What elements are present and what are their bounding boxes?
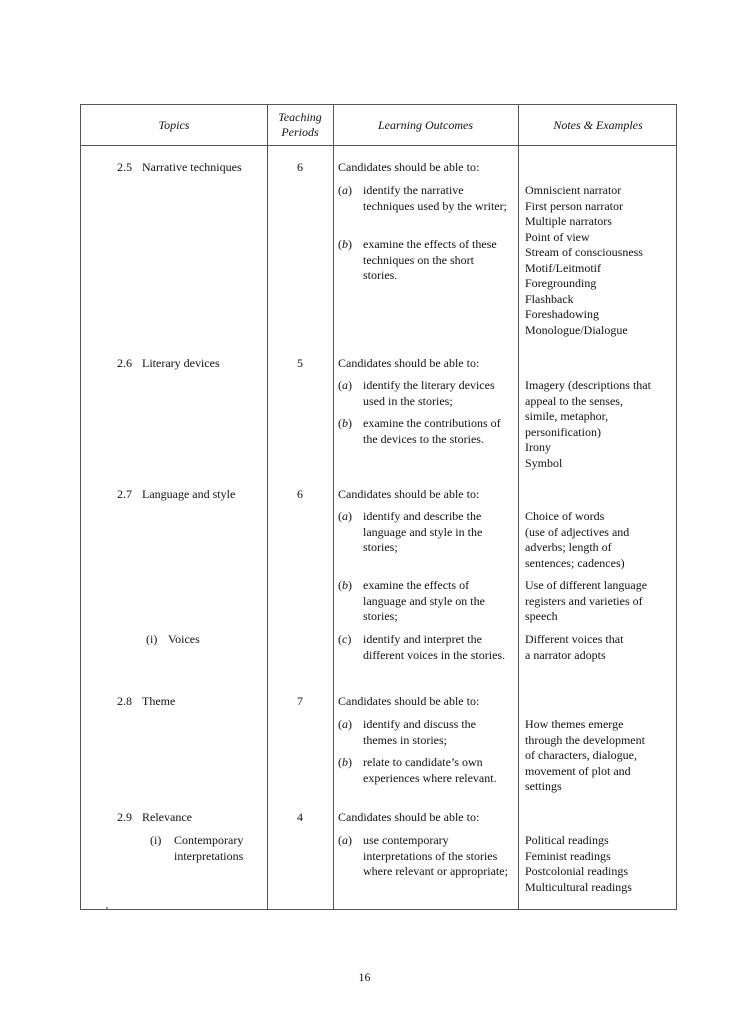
teaching-periods: 7 [297, 694, 303, 708]
outcome-intro: Candidates should be able to: [338, 810, 480, 824]
outcome-item: (a) use contemporary interpretations of the stories where relevant or appropriate; [338, 833, 508, 878]
page-number: 16 [358, 970, 371, 984]
topic-label: Narrative techniques [142, 160, 242, 174]
subtopic-number: (i) [150, 833, 162, 847]
section-number: 2.5 [117, 160, 132, 174]
header-topics: Topics [158, 117, 190, 132]
scan-speck [106, 907, 108, 909]
teaching-periods: 6 [297, 160, 303, 174]
column-divider [267, 105, 268, 909]
outcome-item: (c) identify and interpret the different voices in the stories. [338, 632, 506, 662]
notes-list: Use of different language registers and varieties of speech [525, 578, 648, 623]
outcome-item: (a) identify and describe the language and style in the stories; [338, 509, 483, 554]
outcome-intro: Candidates should be able to: [338, 160, 480, 174]
section-number: 2.9 [117, 810, 132, 824]
outcome-item: (b) relate to candidate’s own experiences where relevant. [338, 755, 497, 785]
outcome-item: (b) examine the contributions of the devices to the stories. [338, 416, 501, 446]
header-teaching-periods: Teaching Periods [278, 110, 322, 139]
outcome-item: (a) identify the narrative techniques used by the writer; [338, 183, 507, 213]
topic-label: Literary devices [142, 356, 220, 370]
subtopic-label: Contemporary interpretations [174, 833, 244, 863]
notes-list: How themes emerge through the development of characters, dialogue, movement of plot and settings [525, 717, 645, 793]
section-number: 2.7 [117, 487, 132, 501]
topic-label: Theme [142, 694, 176, 708]
header-notes-examples: Notes & Examples [553, 117, 643, 132]
column-divider [333, 105, 334, 909]
notes-list: Imagery (descriptions that appeal to the senses, simile, metaphor, personification) Irony Symbol [525, 378, 651, 470]
subtopic-label: Voices [168, 632, 200, 646]
teaching-periods: 4 [297, 810, 303, 824]
header-learning-outcomes: Learning Outcomes [378, 117, 473, 132]
notes-list: Choice of words (use of adjectives and adverbs; length of sentences; cadences) [525, 509, 630, 570]
topic-label: Relevance [142, 810, 192, 824]
notes-list: Political readings Feminist readings Postcolonial readings Multicultural readings [525, 833, 632, 894]
column-divider [518, 105, 519, 909]
outcome-item: (b) examine the effects of language and style on the stories; [338, 578, 485, 623]
teaching-periods: 5 [297, 356, 303, 370]
outcome-intro: Candidates should be able to: [338, 487, 480, 501]
outcome-item: (a) identify the literary devices used in the stories; [338, 378, 495, 408]
syllabus-table [80, 104, 677, 910]
section-number: 2.6 [117, 356, 132, 370]
outcome-item: (b) examine the effects of these techniques on the short stories. [338, 237, 497, 282]
outcome-item: (a) identify and discuss the themes in stories; [338, 717, 476, 747]
topic-label: Language and style [142, 487, 236, 501]
outcome-intro: Candidates should be able to: [338, 356, 480, 370]
notes-list: Different voices that a narrator adopts [525, 632, 624, 662]
notes-list: Omniscient narrator First person narrator Multiple narrators Point of view Stream of consciousness Motif/Leitmotif Foregrounding Flashback Foreshadowing Monologue/Dialogue [525, 183, 643, 337]
section-number: 2.8 [117, 694, 132, 708]
header-divider [81, 145, 676, 146]
teaching-periods: 6 [297, 487, 303, 501]
subtopic-number: (i) [146, 632, 158, 646]
outcome-intro: Candidates should be able to: [338, 694, 480, 708]
